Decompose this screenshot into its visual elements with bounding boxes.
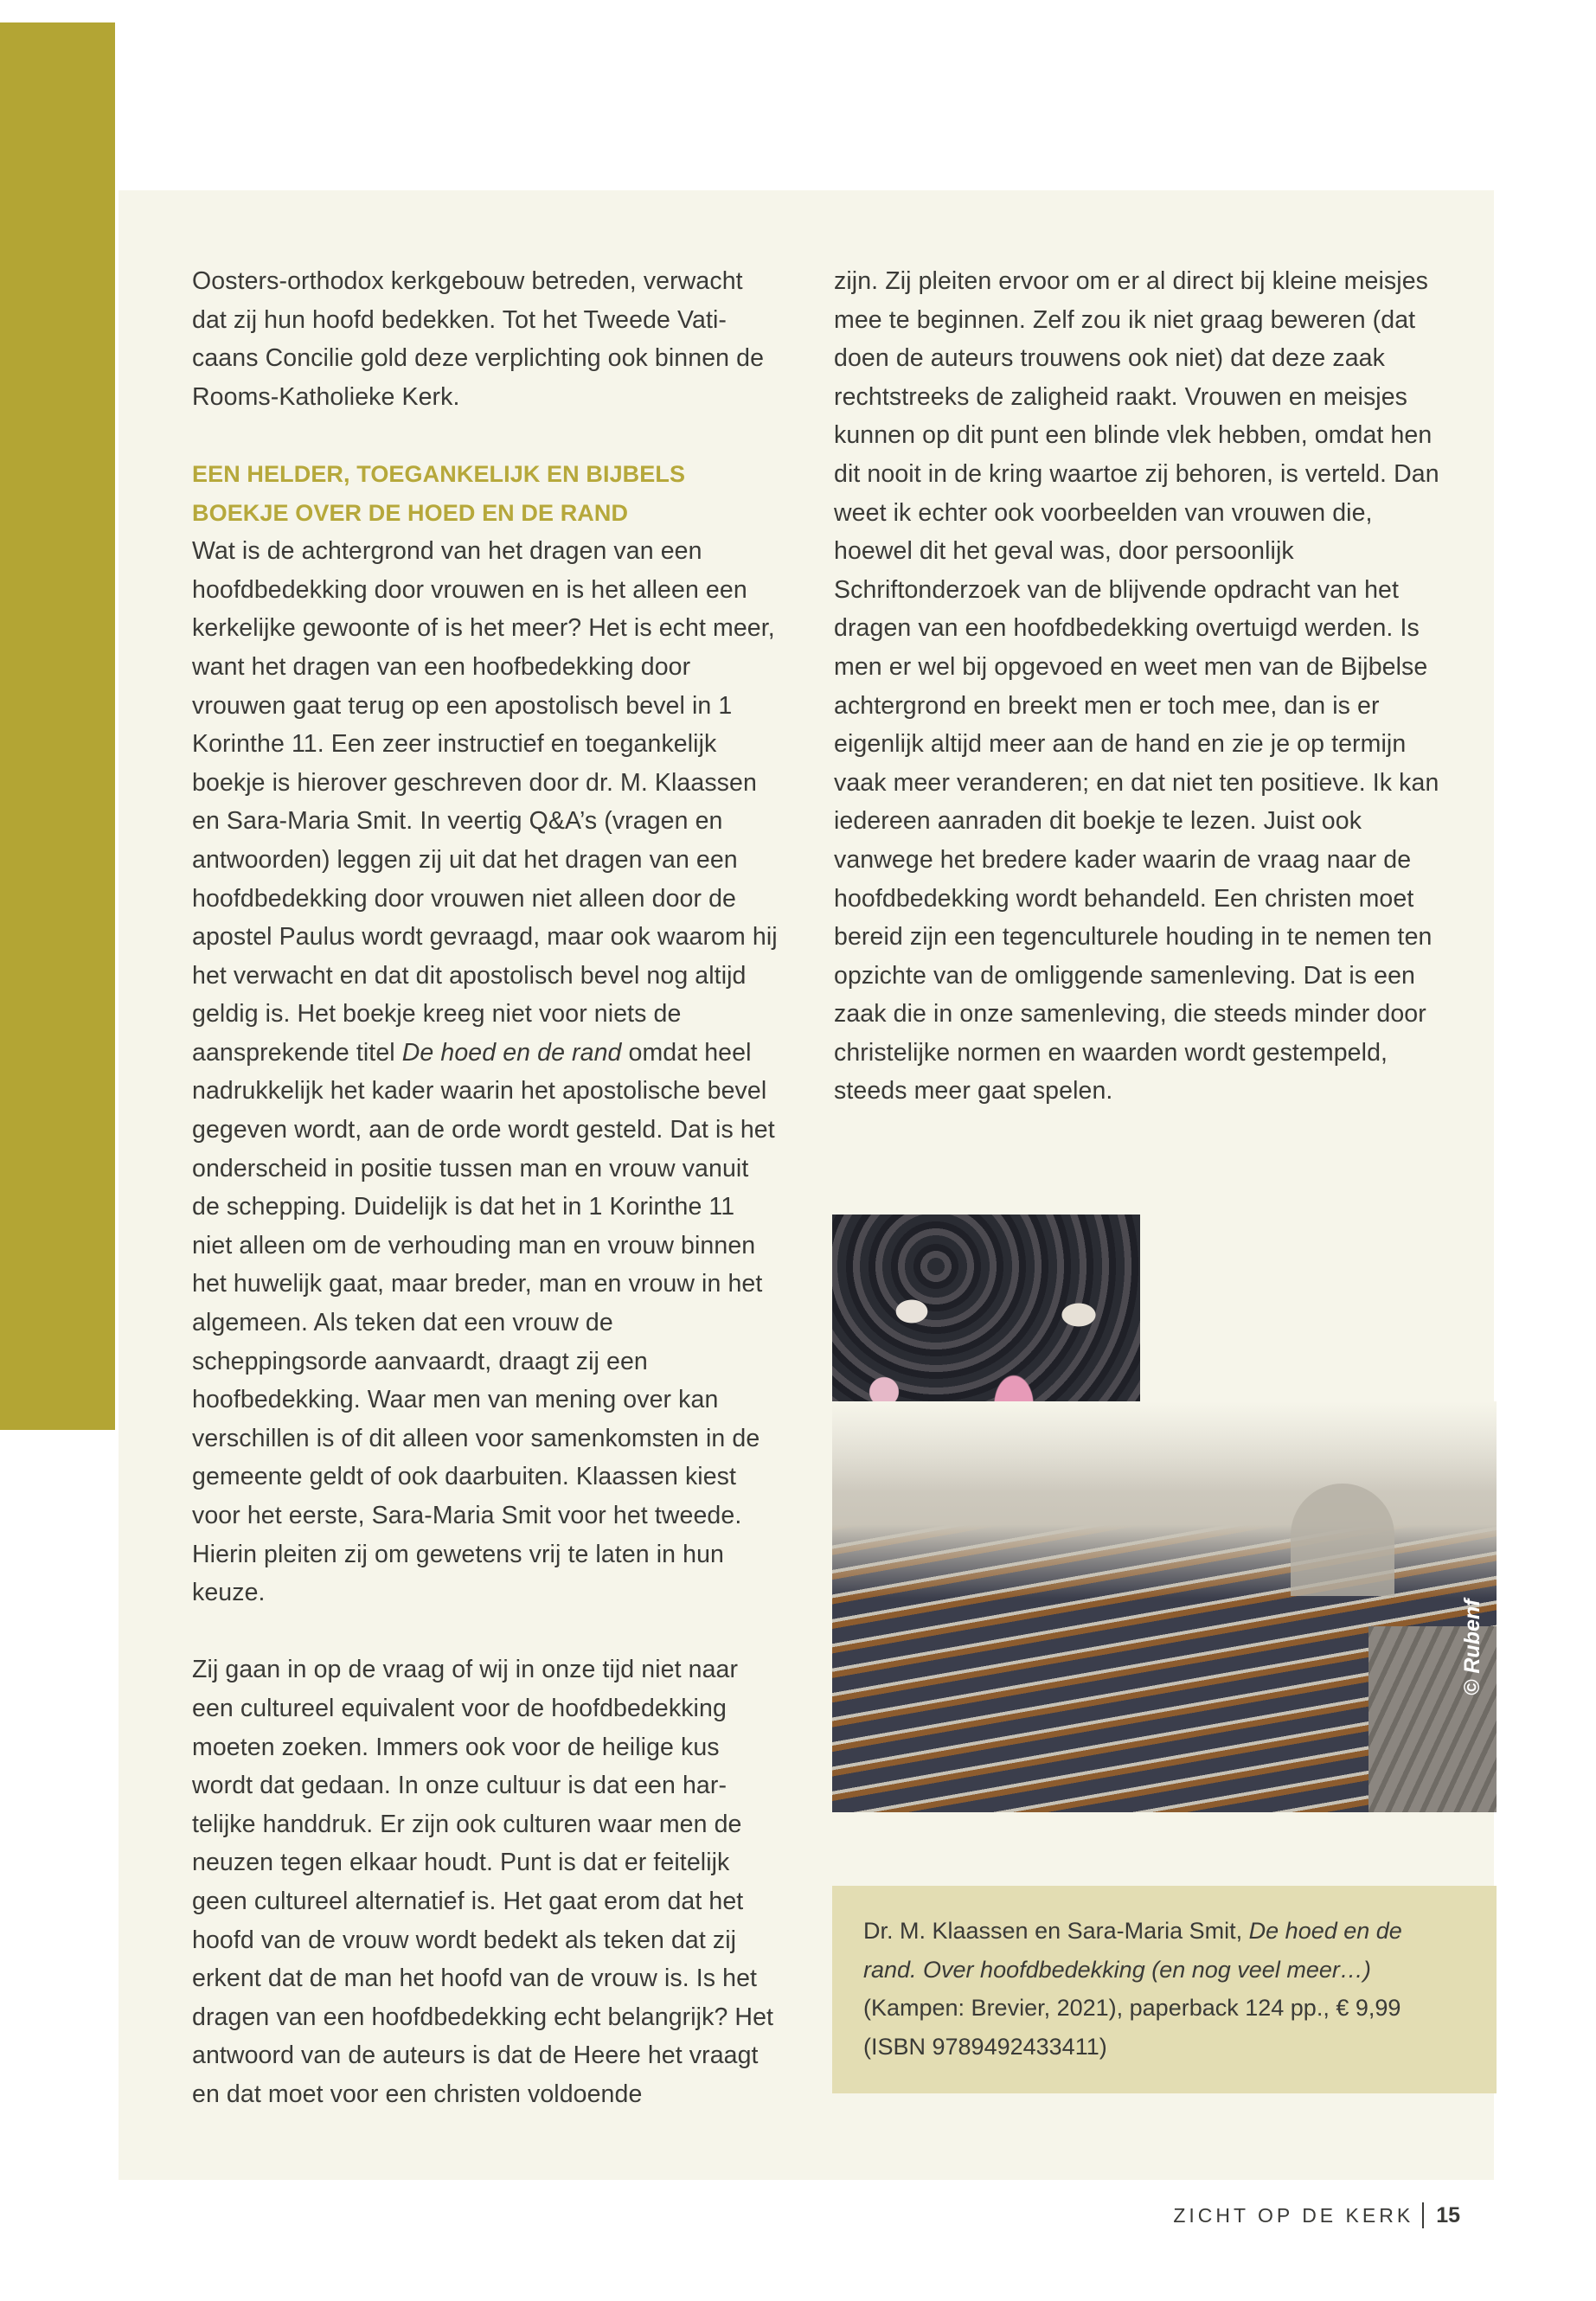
left-column: [192, 262, 780, 2114]
organ-shape: [1291, 1484, 1394, 1596]
section-heading: EEN HELDER, TOEGANKELIJK EN BIJBELS BOEKJE OVER DE HOED EN DE RAND: [192, 460, 686, 526]
intro-paragraph: Oosters-orthodox kerkgebouw betreden, verwacht dat zij hun hoofd bedekken. Tot het Tweede Vaticaans Concilie gold deze verplichting ook binnen de Rooms-Katholieke Kerk.: [192, 267, 765, 411]
book-title: De hoed en de rand. Over hoofdbedekking (en nog veel meer…): [863, 1918, 1402, 1983]
photo-church-congregation: [832, 1401, 1497, 1812]
page-number: 15: [1436, 2202, 1460, 2227]
body-paragraph-3: zijn. Zij pleiten ervoor om er al direct bij kleine meisjes mee te beginnen. Zelf zou ik niet graag beweren (dat doen de auteurs trouwens ook niet) dat deze zaak rechtstreeks de zaligheid raakt. Vrouwen en meisjes kunnen op dit punt een blinde vlek hebben, omdat hen dit nooit in de kring waartoe zij behoren, is verteld. Dan weet ik echter ook voorbeelden van vrouwen die, hoewel dit het geval was, door persoonlijk Schriftonderzoek van de blijvende opdracht van het dragen van een hoofdbedekking overtuigd werden. Is men er wel bij opgevoed en weet men van de Bijbelse achtergrond en breekt men er toch mee, dan is er eigenlijk altijd meer aan de hand en zie je op termijn vaak meer veranderen; en dat niet ten positieve. Ik kan iedereen aanraden dit boekje te lezen. Juist ook vanwege het bredere kader waarin de vraag naar de hoofdbedekking wordt behandeld. Een christen moet bereid zijn een tegenculturele houding in te nemen ten opzichte van de omliggende samenleving. Dat is een zaak die in onze samenleving, die steeds minder door christelijke normen en waarden wordt gestempeld, steeds meer gaat spelen.: [834, 267, 1439, 1106]
decorative-side-bar: [0, 22, 115, 1430]
book-info-box: [832, 1886, 1497, 2093]
body-paragraph-1: Wat is de achtergrond van het dragen van een hoofdbedekking door vrouwen en is het alleen een kerkelijke gewoonte of is het meer? Het is echt meer, want het dragen van een hoofbedekking door vrouwen gaat terug op een apostolisch bevel in 1 Korinthe 11. Een zeer instructief en toegankelijk boekje is hierover geschreven door dr. M. Klaassen en Sara-Maria Smit. In veertig Q&A’s (vragen en antwoorden) leggen zij uit dat het dragen van een hoofdbedekking door vrouwen niet alleen door de apostel Paulus wordt gevraagd, maar ook waarom hij het verwacht en dat dit apostolisch bevel nog altijd geldig is. Het boekje kreeg niet voor niets de aansprekende titel De hoed en de rand omdat heel nadrukkelijk het kader waarin het apostolische bevel gegeven wordt, aan de orde wordt gesteld. Dat is het onderscheid in positie tussen man en vrouw vanuit de schepping. Duidelijk is dat het in 1 Korinthe 11 niet alleen om de verhouding man en vrouw binnen het huwelijk gaat, maar breder, man en vrouw in het algemeen. Als teken dat een vrouw de scheppingsorde aanvaardt, draagt zij een hoofbedekking. Waar men van mening over kan verschillen is of dit alleen voor samenkomsten in de gemeente geldt of ook daarbuiten. Klaassen kiest voor het eerste, Sara-Maria Smit voor het tweede. Hierin pleiten zij om gewetens vrij te laten in hun keuze.: [192, 537, 778, 1607]
footer-separator: [1422, 2202, 1424, 2228]
page-footer: [1173, 2202, 1460, 2228]
book-info-text: Dr. M. Klaassen en Sara-Maria Smit, De hoed en de rand. Over hoofdbedekking (en nog veel meer…) (Kampen: Brevier, 2021), paperback 124 pp., € 9,99 (ISBN 9789492433411): [863, 1918, 1402, 2060]
right-column: [834, 262, 1439, 1111]
photo-credit: © Rubenf: [1460, 1599, 1484, 1695]
book-title-inline: De hoed en de rand: [401, 1038, 622, 1067]
magazine-name: ZICHT OP DE KERK: [1173, 2203, 1414, 2227]
body-paragraph-2: Zij gaan in op de vraag of wij in onze tijd niet naar een cultureel equivalent voor de hoofdbedekking moeten zoeken. Immers ook voor de heilige kus wordt dat gedaan. In onze cultuur is dat een hartelijke handdruk. Er zijn ook culturen waar men de neuzen tegen elkaar houdt. Punt is dat er feitelijk geen cultureel alternatief is. Het gaat erom dat het hoofd van de vrouw wordt bedekt als teken dat zij erkent dat de man het hoofd van de vrouw is. Is het dragen van een hoofdbedekking echt belangrijk? Het antwoord van de auteurs is dat de Heere het vraagt en dat moet voor een christen voldoende: [192, 1656, 774, 2108]
